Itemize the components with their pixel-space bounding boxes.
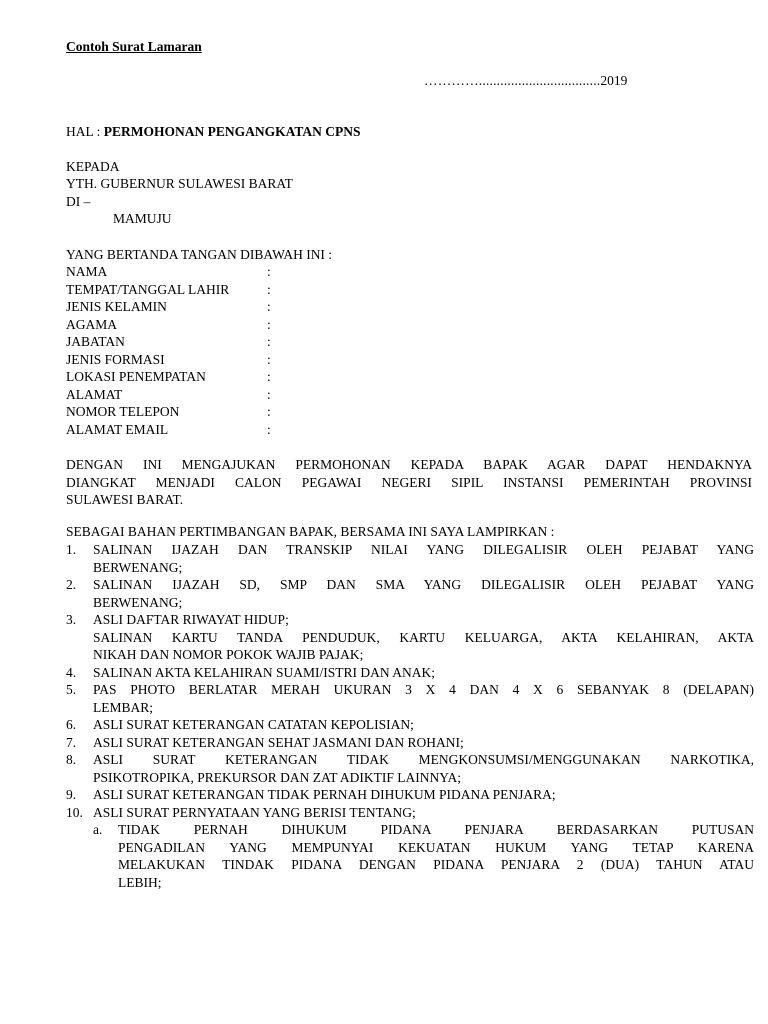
list-item [66, 716, 754, 734]
field-colon: : [267, 264, 271, 279]
list-text: PAS PHOTO BERLATAR MERAH UKURAN 3 X 4 DAN 4 X 6 SEBANYAK 8 (DELAPAN) [93, 682, 754, 697]
list-text: ASLI SURAT KETERANGAN TIDAK MENGKONSUMSI/MENGGUNAKAN NARKOTIKA, [93, 752, 754, 767]
request-line: DIANGKAT MENJADI CALON PEGAWAI NEGERI SIPIL INSTANSI PEMERINTAH PROVINSI [66, 474, 752, 490]
document-title: Contoh Surat Lamaran [66, 39, 202, 54]
sub-list-text: PENGADILAN YANG MEMPUNYAI KEKUATAN HUKUM YANG TETAP KARENA [118, 839, 754, 855]
field-colon: : [267, 421, 271, 437]
field-label: TEMPAT/TANGGAL LAHIR [66, 281, 230, 297]
field-label: AGAMA [66, 316, 118, 332]
field-label: ALAMAT [66, 386, 123, 402]
list-item [66, 734, 754, 752]
list-item [66, 804, 754, 822]
list-text: ASLI SURAT KETERANGAN TIDAK PERNAH DIHUKUM PIDANA PENJARA; [93, 787, 556, 802]
list-text: LEMBAR; [93, 699, 154, 715]
subject-label: HAL : [66, 124, 104, 139]
field-row [66, 351, 366, 369]
list-text: BERWENANG; [93, 559, 183, 575]
recipient-kepada: KEPADA [66, 159, 120, 174]
field-label: JENIS FORMASI [66, 351, 165, 367]
sub-list-text: TIDAK PERNAH DIHUKUM PIDANA PENJARA BERDASARKAN PUTUSAN [118, 822, 754, 837]
field-label: JABATAN [66, 334, 125, 349]
field-label: ALAMAT EMAIL [66, 421, 169, 437]
field-row [66, 333, 366, 351]
list-number: 6. [66, 717, 77, 732]
recipient-name: YTH. GUBERNUR SULAWESI BARAT [66, 176, 293, 191]
list-item [66, 611, 754, 664]
date-line [424, 72, 627, 90]
list-item [66, 541, 754, 576]
list-number: 1. [66, 542, 77, 557]
field-colon: : [267, 316, 271, 332]
field-colon: : [267, 299, 271, 314]
subject-line [66, 123, 361, 141]
recipient-city: MAMUJU [113, 211, 172, 226]
field-row [66, 421, 366, 439]
list-text: ASLI SURAT KETERANGAN CATATAN KEPOLISIAN; [93, 717, 414, 732]
field-row [66, 298, 366, 316]
date-placeholder: ………….................................. [424, 73, 601, 88]
list-number: 3. [66, 612, 77, 627]
sub-list-text: MELAKUKAN TINDAK PIDANA DENGAN PIDANA PENJARA 2 (DUA) TAHUN ATAU [118, 857, 754, 872]
list-text: ASLI SURAT KETERANGAN SEHAT JASMANI DAN ROHANI; [93, 734, 464, 750]
field-label: JENIS KELAMIN [66, 299, 167, 314]
list-text: ASLI SURAT PERNYATAAN YANG BERISI TENTANG; [93, 804, 416, 820]
sub-list-text: LEBIH; [118, 874, 162, 890]
field-label: NAMA [66, 264, 108, 279]
field-colon: : [267, 386, 271, 402]
request-paragraph [66, 456, 752, 509]
list-number: 8. [66, 752, 77, 767]
request-line: SULAWESI BARAT. [66, 492, 184, 507]
field-row [66, 281, 366, 299]
field-label: LOKASI PENEMPATAN [66, 369, 206, 384]
attachments-intro: SEBAGAI BAHAN PERTIMBANGAN BAPAK, BERSAMA INI SAYA LAMPIRKAN : [66, 524, 555, 539]
list-text: SALINAN IJAZAH DAN TRANSKIP NILAI YANG DILEGALISIR OLEH PEJABAT YANG [93, 542, 754, 557]
subject-text: PERMOHONAN PENGANGKATAN CPNS [103, 124, 361, 139]
field-row [66, 263, 366, 281]
date-year: 2019 [600, 73, 628, 88]
list-number: 5. [66, 682, 77, 697]
list-text: SALINAN AKTA KELAHIRAN SUAMI/ISTRI DAN ANAK; [93, 664, 436, 680]
sub-list-item [66, 821, 754, 891]
field-label: NOMOR TELEPON [66, 404, 180, 419]
list-text: SALINAN KARTU TANDA PENDUDUK, KARTU KELUARGA, AKTA KELAHIRAN, AKTA [93, 629, 754, 645]
field-colon: : [267, 281, 271, 297]
recipient-di: DI – [66, 194, 91, 209]
list-text: NIKAH DAN NOMOR POKOK WAJIB PAJAK; [93, 647, 364, 662]
applicant-intro: YANG BERTANDA TANGAN DIBAWAH INI : [66, 247, 333, 262]
field-row [66, 403, 366, 421]
field-colon: : [267, 351, 271, 367]
list-number: 9. [66, 787, 77, 802]
list-item [66, 576, 754, 611]
attachments-list [66, 541, 754, 891]
list-number: 10. [66, 804, 83, 820]
list-text: ASLI DAFTAR RIWAYAT HIDUP; [93, 612, 289, 627]
field-colon: : [267, 334, 271, 349]
list-number: 2. [66, 577, 77, 592]
list-item [66, 681, 754, 716]
list-item [66, 664, 754, 682]
field-row [66, 368, 366, 386]
sub-list-letter: a. [93, 822, 103, 837]
list-text: BERWENANG; [93, 594, 183, 610]
request-line: DENGAN INI MENGAJUKAN PERMOHONAN KEPADA BAPAK AGAR DAPAT HENDAKNYA [66, 457, 752, 472]
list-text: SALINAN IJAZAH SD, SMP DAN SMA YANG DILEGALISIR OLEH PEJABAT YANG [93, 577, 754, 592]
list-number: 4. [66, 664, 77, 680]
list-item [66, 786, 754, 804]
field-row [66, 386, 366, 404]
field-colon: : [267, 404, 271, 419]
list-number: 7. [66, 734, 77, 750]
field-colon: : [267, 369, 271, 384]
applicant-fields [66, 263, 366, 438]
list-item [66, 751, 754, 786]
list-text: PSIKOTROPIKA, PREKURSOR DAN ZAT ADIKTIF LAINNYA; [93, 769, 462, 785]
field-row [66, 316, 366, 334]
